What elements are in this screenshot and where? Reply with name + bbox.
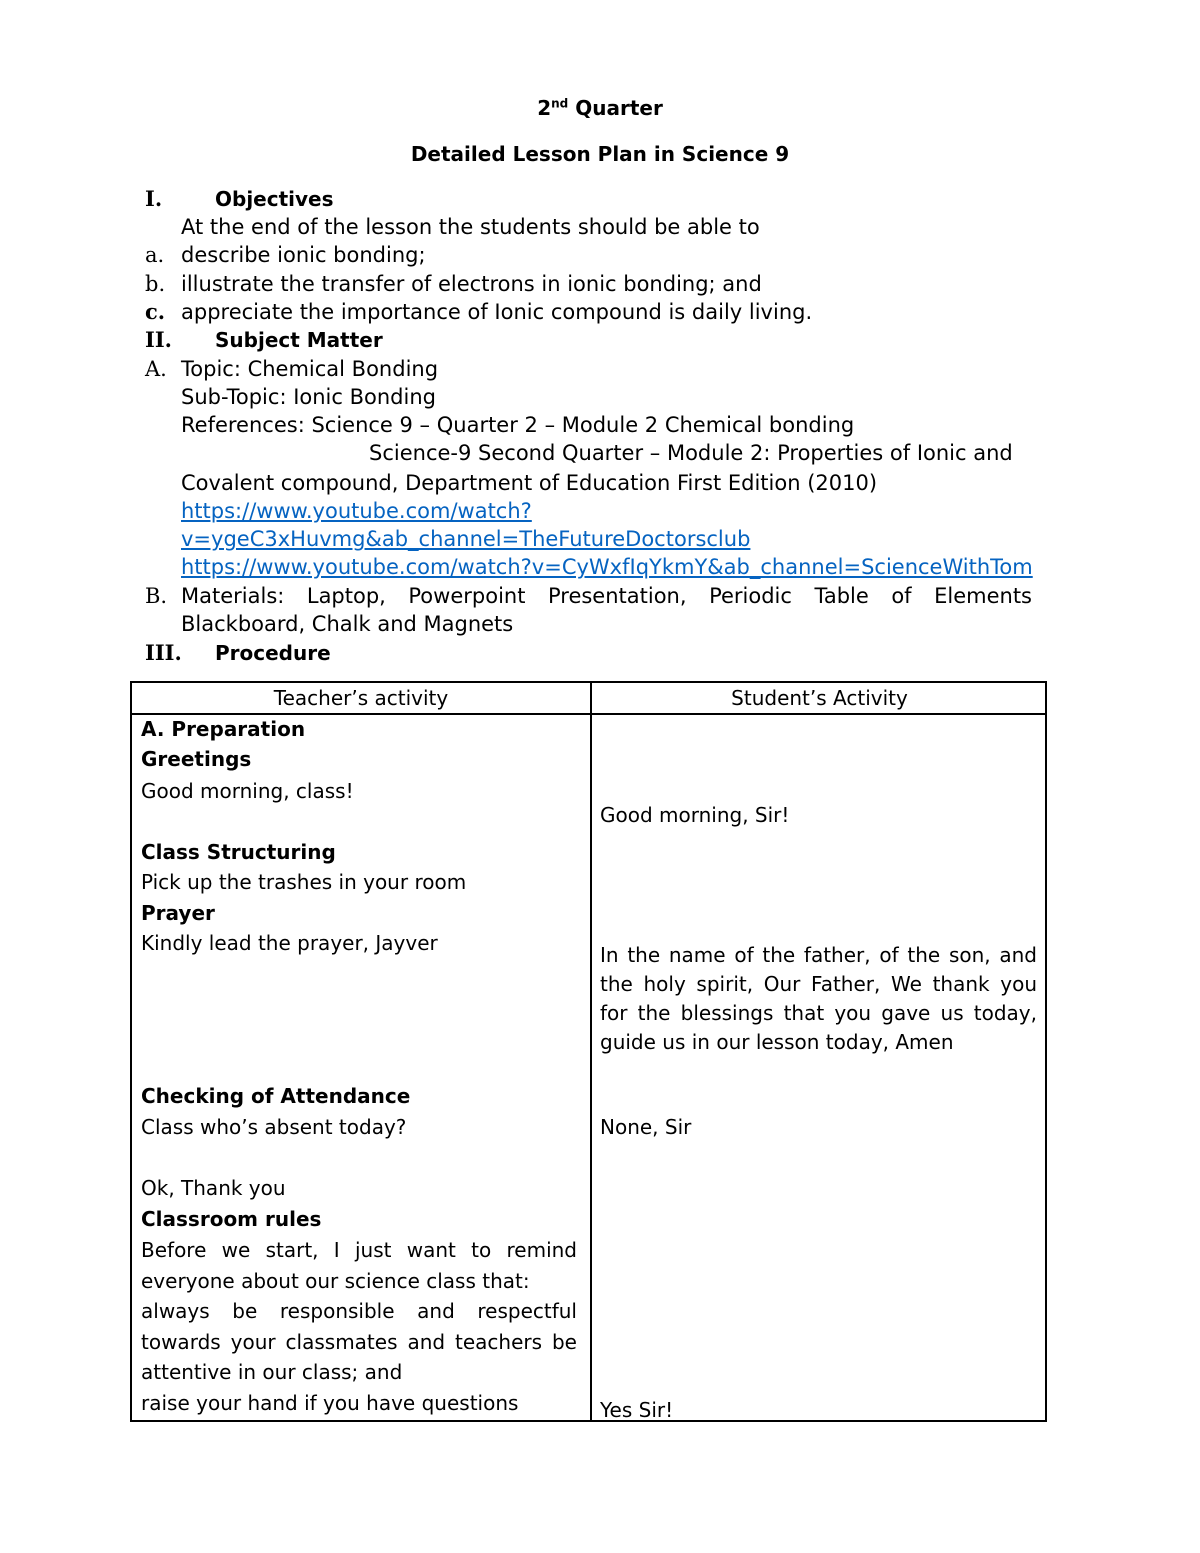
teacher-column-header: Teacher’s activity bbox=[273, 686, 449, 710]
subject-matter-numeral: II. bbox=[145, 327, 172, 352]
procedure-table bbox=[130, 681, 1047, 1422]
prayer-line: the holy spirit, Our Father, We thank you bbox=[600, 972, 1037, 996]
youtube-link-2[interactable]: https://www.youtube.com/watch?v=CyWxfIqYkmY&ab_channel=ScienceWithTom bbox=[181, 555, 1033, 579]
materials-line-1: Materials: Laptop, Powerpoint Presentation, Periodic Table of Elements bbox=[181, 584, 1032, 608]
greeting-text: Good morning, class! bbox=[141, 779, 354, 803]
subtopic-text: Sub-Topic: Ionic Bonding bbox=[181, 385, 436, 409]
attendance-text: Class who’s absent today? bbox=[141, 1115, 407, 1139]
objectives-numeral: I. bbox=[145, 186, 163, 211]
references-line-1: References: Science 9 – Quarter 2 – Module 2 Chemical bonding bbox=[181, 413, 855, 437]
objective-b-marker: b. bbox=[145, 272, 166, 296]
classroom-rules-heading: Classroom rules bbox=[141, 1207, 322, 1231]
objectives-intro: At the end of the lesson the students should be able to bbox=[181, 215, 760, 239]
column-divider bbox=[590, 683, 592, 1420]
quarter-word: Quarter bbox=[575, 96, 663, 120]
attendance-heading: Checking of Attendance bbox=[141, 1084, 411, 1108]
quarter-number: 2 bbox=[537, 96, 552, 120]
references-line-2: Science-9 Second Quarter – Module 2: Properties of Ionic and bbox=[369, 441, 1013, 465]
rules-line: Before we start, I just want to remind bbox=[141, 1238, 577, 1262]
student-attendance-reply: None, Sir bbox=[600, 1115, 692, 1139]
prayer-text: Kindly lead the prayer, Jayver bbox=[141, 931, 438, 955]
rules-line: everyone about our science class that: bbox=[141, 1268, 530, 1293]
student-column-header: Student’s Activity bbox=[731, 686, 908, 710]
prayer-heading: Prayer bbox=[141, 901, 215, 925]
youtube-link-1-part-1[interactable]: https://www.youtube.com/watch? bbox=[181, 499, 532, 523]
thanks-text: Ok, Thank you bbox=[141, 1176, 286, 1200]
objective-b-text: illustrate the transfer of electrons in ionic bonding; and bbox=[181, 272, 762, 296]
rules-line: always be responsible and respectful bbox=[141, 1299, 577, 1323]
rules-line: towards your classmates and teachers be bbox=[141, 1329, 577, 1354]
objective-a-marker: a. bbox=[145, 243, 165, 267]
document-title: Detailed Lesson Plan in Science 9 bbox=[410, 142, 790, 166]
rules-line: attentive in our class; and bbox=[141, 1360, 403, 1384]
procedure-heading: Procedure bbox=[215, 641, 331, 665]
objectives-heading: Objectives bbox=[215, 187, 334, 211]
class-structuring-text: Pick up the trashes in your room bbox=[141, 870, 467, 894]
procedure-numeral: III. bbox=[145, 640, 182, 665]
references-line-3: Covalent compound, Department of Education First Edition (2010) bbox=[181, 471, 878, 495]
subject-matter-heading: Subject Matter bbox=[215, 328, 383, 352]
section-b-marker: B. bbox=[145, 584, 168, 608]
classroom-rules-text bbox=[141, 1235, 577, 1418]
youtube-link-1-part-2[interactable]: v=ygeC3xHuvmg&ab_channel=TheFutureDoctorsclub bbox=[181, 527, 751, 551]
student-greeting-reply: Good morning, Sir! bbox=[600, 803, 790, 827]
section-a-marker: A. bbox=[145, 357, 167, 381]
student-rules-reply: Yes Sir! bbox=[600, 1398, 674, 1422]
materials-line-2: Blackboard, Chalk and Magnets bbox=[181, 612, 514, 636]
prayer-line: In the name of the father, of the son, and bbox=[600, 943, 1037, 967]
class-structuring-heading: Class Structuring bbox=[141, 840, 336, 864]
topic-text: Topic: Chemical Bonding bbox=[181, 357, 439, 381]
preparation-heading: A. Preparation bbox=[141, 717, 306, 741]
prayer-line: guide us in our lesson today, Amen bbox=[600, 1030, 954, 1054]
quarter-heading bbox=[0, 96, 1200, 120]
quarter-superscript: nd bbox=[551, 96, 569, 111]
greetings-heading: Greetings bbox=[141, 747, 252, 771]
objective-c-text: appreciate the importance of Ionic compound is daily living. bbox=[181, 300, 813, 324]
student-prayer-text bbox=[600, 941, 1037, 1057]
rules-line: raise your hand if you have questions bbox=[141, 1390, 519, 1415]
prayer-line: for the blessings that you gave us today, bbox=[600, 1001, 1037, 1025]
objective-c-marker: c. bbox=[145, 299, 166, 324]
objective-a-text: describe ionic bonding; bbox=[181, 243, 426, 267]
